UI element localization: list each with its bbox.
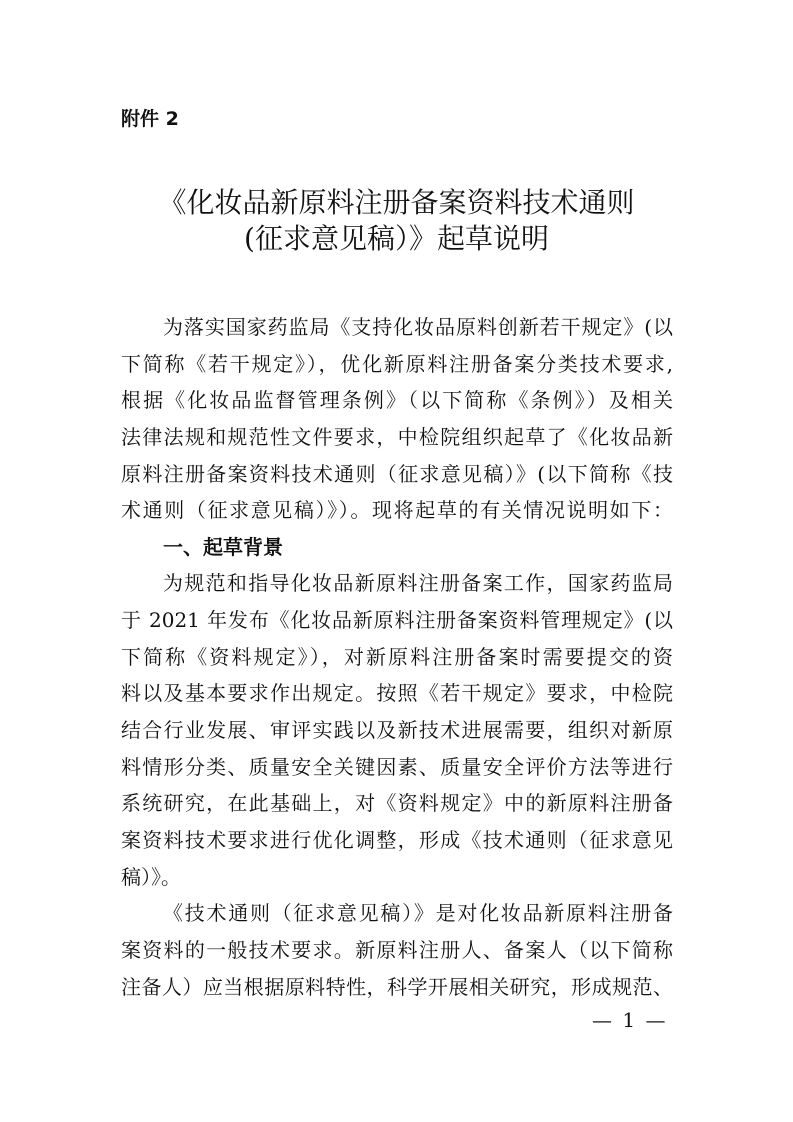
text-line: 料以及基本要求作出规定。按照《若干规定》要求，中检院 [121,681,673,706]
text-line: 结合行业发展、审评实践以及新技术进展需要，组织对新原 [121,718,673,743]
paragraph-1 [121,309,673,529]
text-line: 根据《化妆品监督管理条例》（以下简称《条例》）及相关 [121,388,673,413]
document-body [121,309,673,1005]
paragraph-2 [121,565,673,895]
title-line-2: (征求意见稿）》起草说明 [244,222,549,255]
text-line: 案资料的一般技术要求。新原料注册人、备案人（以下简称 [121,937,673,962]
text-line: 系统研究，在此基础上，对《资料规定》中的新原料注册备 [121,791,673,816]
text-line: 法律法规和规范性文件要求，中检院组织起草了《化妆品新 [121,424,673,449]
text-line: 术通则（征求意见稿）》）。现将起草的有关情况说明如下： [121,498,673,523]
text-line: 料情形分类、质量安全关键因素、质量安全评价方法等进行 [121,754,673,779]
section-heading: 一、起草背景 [163,534,283,559]
text-line: 案资料技术要求进行优化调整，形成《技术通则（征求意见 [121,827,673,852]
document-title [60,185,733,257]
text-line: 原料注册备案资料技术通则（征求意见稿）》(以下简称《技 [121,461,673,486]
text-line: 为规范和指导化妆品新原料注册备案工作，国家药监局 [163,571,673,596]
text-line: 为落实国家药监局《支持化妆品原料创新若干规定》(以 [163,315,673,339]
page-number: — 1 — [592,1008,668,1032]
text-line: 注备人）应当根据原料特性，科学开展相关研究，形成规范、 [121,974,673,999]
attachment-label: 附件 2 [121,108,179,130]
text-line: 于 2021 年发布《化妆品新原料注册备案资料管理规定》(以 [121,608,673,633]
text-line: 稿）》。 [121,864,181,889]
text-line: 《技术通则（征求意见稿）》是对化妆品新原料注册备 [163,901,673,926]
title-line-1: 《化妆品新原料注册备案资料技术通则 [158,186,635,219]
text-line: 下简称《资料规定》），对新原料注册备案时需要提交的资 [121,644,673,669]
paragraph-3 [121,895,673,1005]
text-line: 下简称《若干规定》），优化新原料注册备案分类技术要求, [121,351,673,376]
